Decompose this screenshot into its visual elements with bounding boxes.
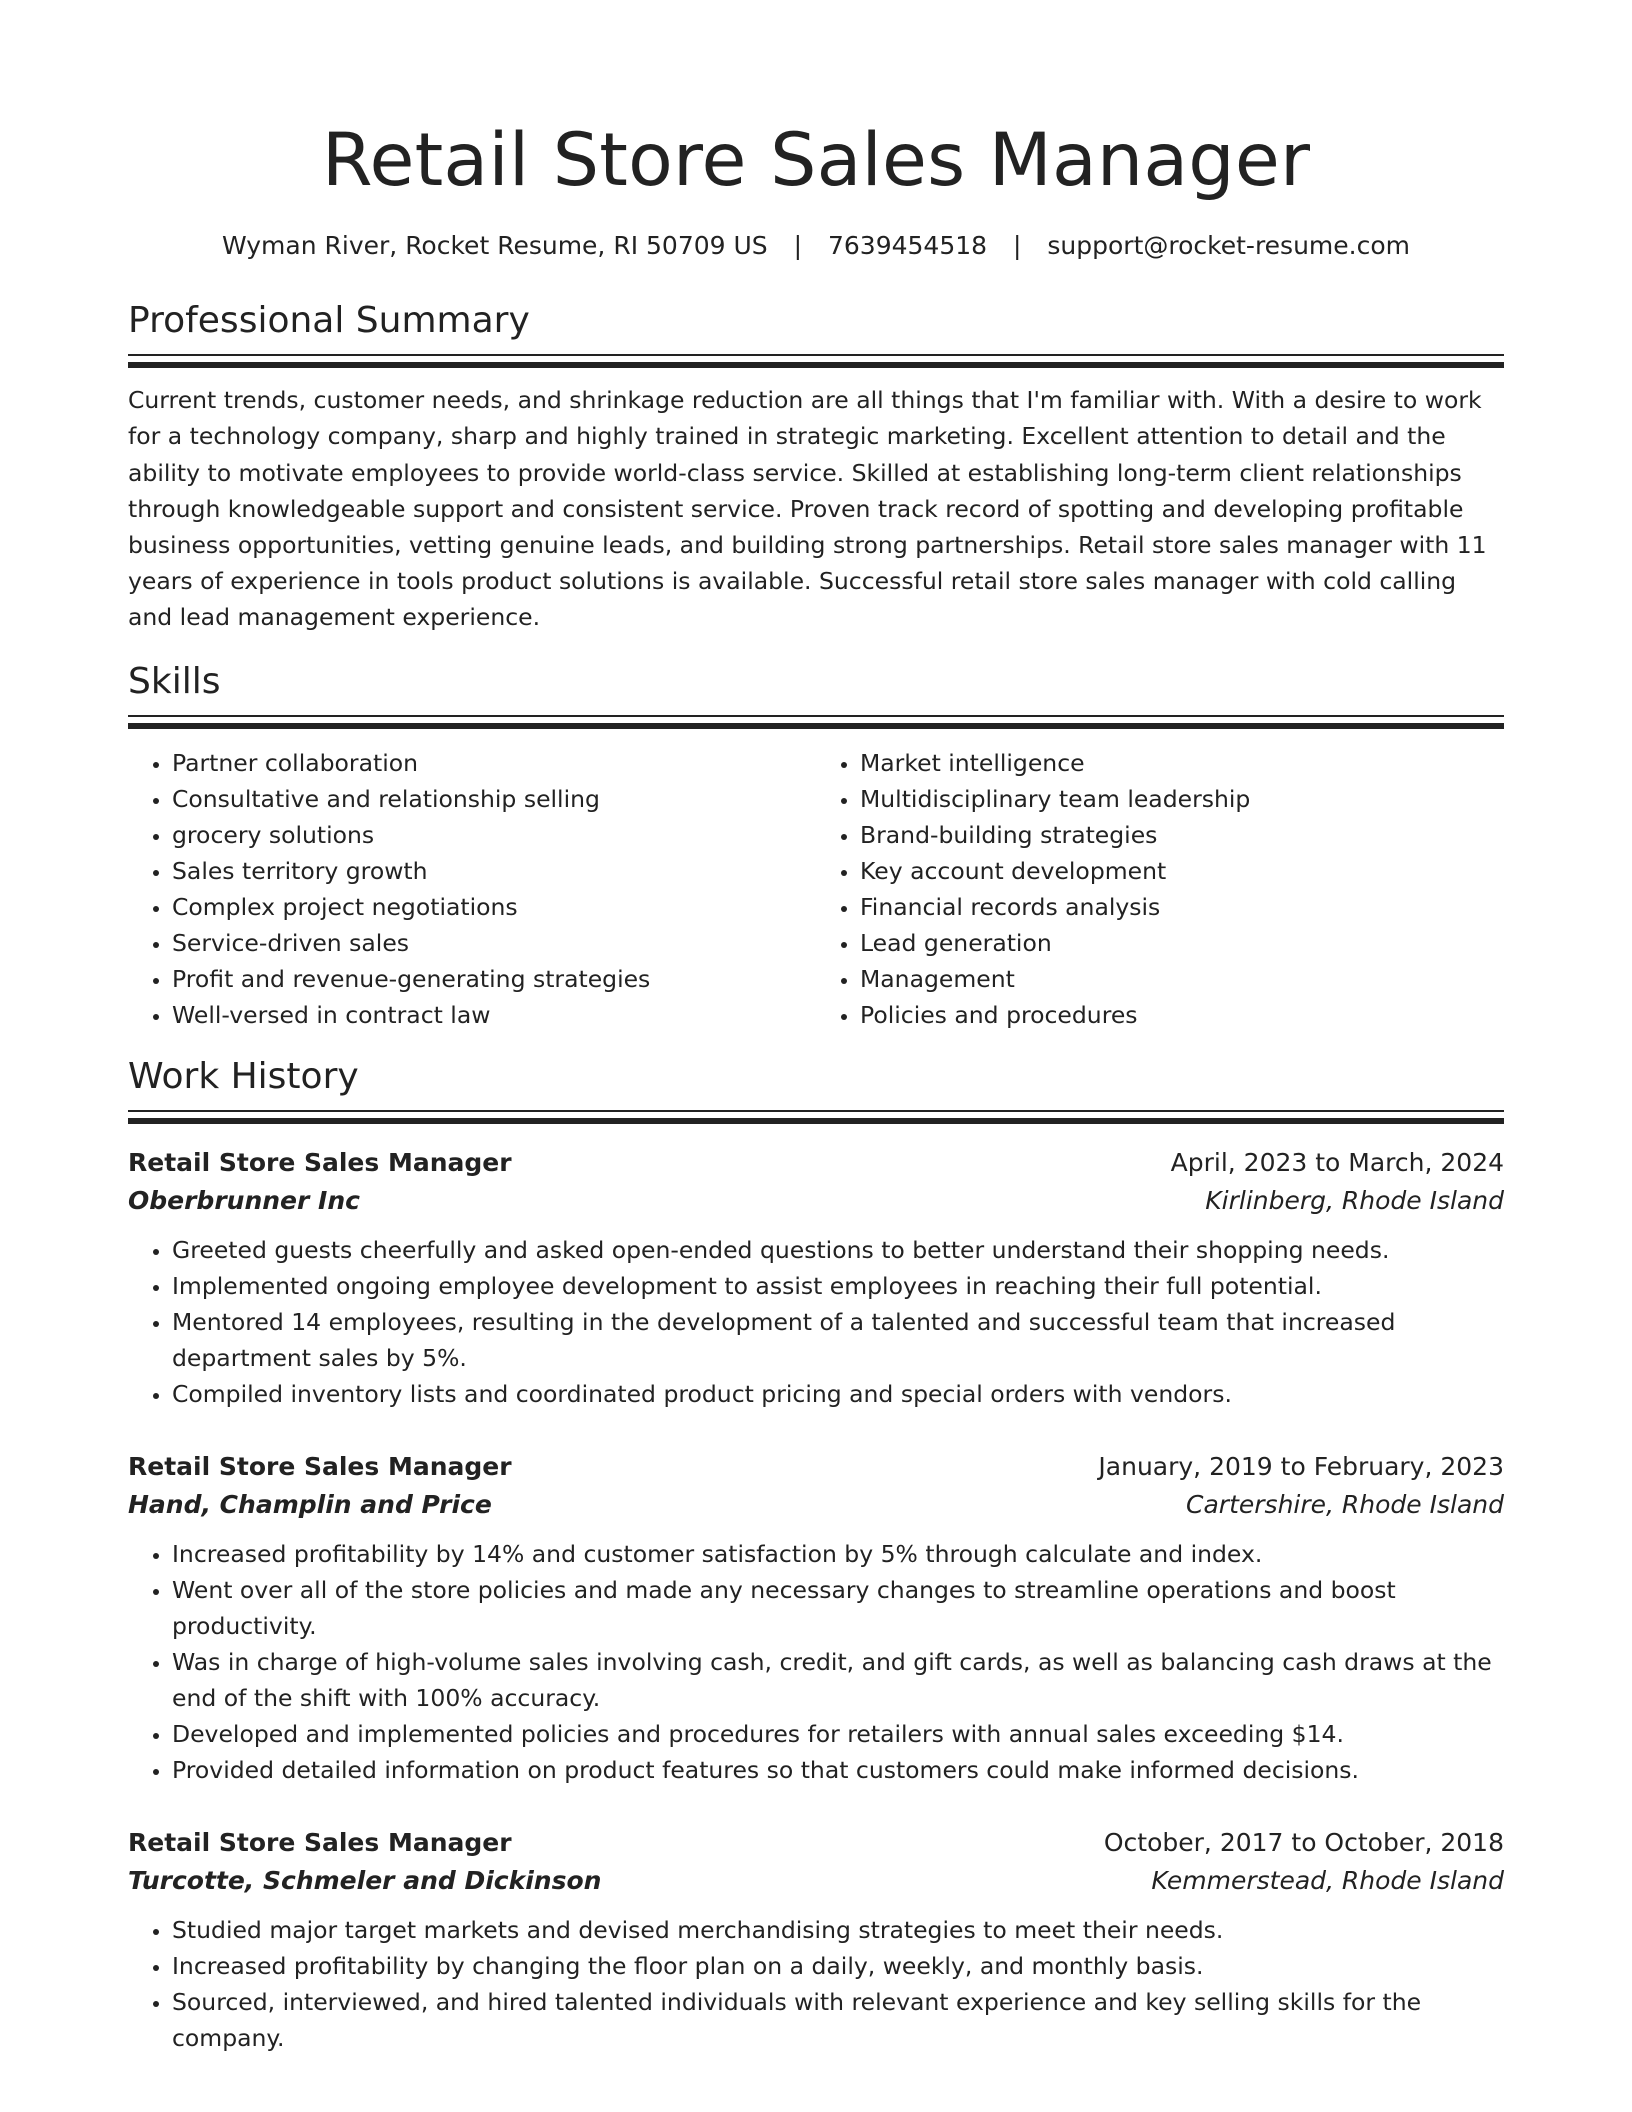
skills-section <box>128 660 1504 1033</box>
job-bullet: • Studied major target markets and devised merchandising strategies to meet their needs. <box>172 1912 1504 1948</box>
job-subheader-row <box>128 1862 1504 1900</box>
skills-list-right <box>816 745 1504 1033</box>
job-title: Retail Store Sales Manager <box>128 1827 512 1857</box>
job-bullet: • Increased profitability by changing the floor plan on a daily, weekly, and monthly basis. <box>172 1948 1504 1984</box>
contact-address: Wyman River, Rocket Resume, RI 50709 US <box>221 231 768 260</box>
skill-item: • Financial records analysis <box>860 889 1504 925</box>
job-title: Retail Store Sales Manager <box>128 1147 512 1177</box>
job-bullet: • Mentored 14 employees, resulting in the development of a talented and successful team that increased department sales by 5%. <box>172 1304 1504 1376</box>
job-bullet: • Greeted guests cheerfully and asked open-ended questions to better understand their shopping needs. <box>172 1232 1504 1268</box>
contact-phone: 7639454518 <box>828 231 988 260</box>
skill-item: • Brand-building strategies <box>860 817 1504 853</box>
job-subheader-row <box>128 1486 1504 1524</box>
job-bullet: • Went over all of the store policies and made any necessary changes to streamline operations and boost productivity. <box>172 1572 1504 1644</box>
skill-item: • Key account development <box>860 853 1504 889</box>
skill-item: • Partner collaboration <box>172 745 816 781</box>
contact-email: support@rocket-resume.com <box>1047 231 1411 260</box>
resume-name: Retail Store Sales Manager <box>321 118 1311 203</box>
job-subheader-row <box>128 1182 1504 1220</box>
job-header-row <box>128 1144 1504 1182</box>
job-bullet-list <box>128 1536 1504 1788</box>
job-header-row <box>128 1824 1504 1862</box>
job-bullet: • Compiled inventory lists and coordinated product pricing and special orders with vendors. <box>172 1376 1504 1412</box>
job-location: Kirlinberg, Rhode Island <box>1205 1185 1504 1215</box>
skill-item: • Lead generation <box>860 925 1504 961</box>
job-bullet-list <box>128 1232 1504 1412</box>
job-location: Cartershire, Rhode Island <box>1186 1489 1504 1519</box>
job-dates: April, 2023 to March, 2024 <box>1170 1147 1504 1177</box>
contact-separator: | <box>793 231 803 260</box>
job-entry <box>128 1824 1504 2056</box>
job-bullet: • Implemented ongoing employee development to assist employees in reaching their full potential. <box>172 1268 1504 1304</box>
skill-item: • Policies and procedures <box>860 997 1504 1033</box>
work-history-section <box>128 1055 1504 2056</box>
job-bullet: • Was in charge of high-volume sales involving cash, credit, and gift cards, as well as balancing cash draws at the end of the shift with 100% accuracy. <box>172 1644 1504 1716</box>
job-bullet: • Sourced, interviewed, and hired talented individuals with relevant experience and key selling skills for the company. <box>172 1984 1504 2056</box>
job-company: Oberbrunner Inc <box>128 1185 360 1215</box>
section-divider <box>128 354 1504 368</box>
skills-list-left <box>128 745 816 1033</box>
section-divider <box>128 1110 1504 1124</box>
skill-item: • Service-driven sales <box>172 925 816 961</box>
section-title-work-history: Work History <box>128 1055 359 1097</box>
job-bullet: • Provided detailed information on product features so that customers could make informed decisions. <box>172 1752 1504 1788</box>
skill-item: • Well-versed in contract law <box>172 997 816 1033</box>
section-title-summary: Professional Summary <box>128 300 530 341</box>
job-entry <box>128 1144 1504 1412</box>
job-company: Hand, Champlin and Price <box>128 1489 492 1519</box>
job-dates: January, 2019 to February, 2023 <box>1098 1451 1504 1481</box>
job-title: Retail Store Sales Manager <box>128 1451 512 1481</box>
job-bullet: • Increased profitability by 14% and customer satisfaction by 5% through calculate and index. <box>172 1536 1504 1572</box>
job-dates: October, 2017 to October, 2018 <box>1103 1827 1504 1857</box>
professional-summary-section <box>128 299 1504 636</box>
job-header-row <box>128 1448 1504 1486</box>
skill-item: • Sales territory growth <box>172 853 816 889</box>
skills-grid <box>128 745 1504 1033</box>
skill-item: • Management <box>860 961 1504 997</box>
skill-item: • grocery solutions <box>172 817 816 853</box>
job-bullet: • Developed and implemented policies and procedures for retailers with annual sales exceeding $14. <box>172 1716 1504 1752</box>
job-company: Turcotte, Schmeler and Dickinson <box>128 1865 602 1895</box>
skill-item: • Profit and revenue-generating strategies <box>172 961 816 997</box>
job-bullet-list <box>128 1912 1504 2056</box>
skill-item: • Multidisciplinary team leadership <box>860 781 1504 817</box>
summary-text: Current trends, customer needs, and shrinkage reduction are all things that I'm familiar with. With a desire to work for a technology company, sharp and highly trained in strategic marketing. Excellent attention to detail and the ability to motivate employees to provide world-class service. Skilled at establishing long-term client relationships through knowledgeable support and consistent service. Proven track record of spotting and developing profitable business opportunities, vetting genuine leads, and building strong partnerships. Retail store sales manager with 11 years of experience in tools product solutions is available. Successful retail store sales manager with cold calling and lead management experience. <box>128 386 1487 632</box>
skill-item: • Market intelligence <box>860 745 1504 781</box>
section-divider <box>128 715 1504 729</box>
contact-separator: | <box>1013 231 1022 260</box>
job-entry <box>128 1448 1504 1788</box>
section-title-skills: Skills <box>128 660 221 702</box>
job-location: Kemmerstead, Rhode Island <box>1151 1865 1504 1895</box>
contact-line <box>128 231 1504 261</box>
skill-item: • Complex project negotiations <box>172 889 816 925</box>
skill-item: • Consultative and relationship selling <box>172 781 816 817</box>
